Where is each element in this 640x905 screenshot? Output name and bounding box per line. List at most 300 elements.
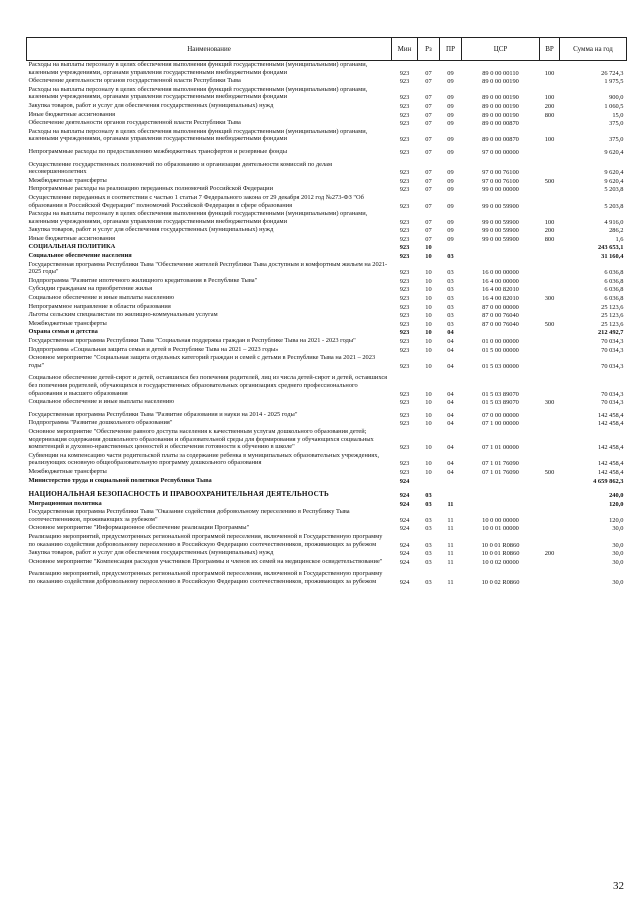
- cell-rz: 10: [425, 390, 432, 398]
- cell-sum: 9 620,4: [604, 169, 624, 177]
- cell-pr: 11: [447, 525, 454, 533]
- cell-sum: 25 123,6: [601, 303, 624, 311]
- cell-pr: 09: [447, 148, 454, 156]
- cell-min: 923: [399, 94, 410, 102]
- cell-sum: 31 160,4: [601, 253, 624, 261]
- cell-csr: 10 0 01 00000: [482, 525, 519, 533]
- cell-csr: 89 0 00 00190: [482, 102, 519, 110]
- cell-min: 923: [399, 399, 410, 407]
- table-row: [27, 61, 627, 78]
- cell-min: 923: [399, 338, 410, 345]
- cell-csr: [462, 243, 540, 252]
- table-row: [27, 144, 627, 157]
- cell-vr: [540, 524, 560, 533]
- cell-min: 924: [399, 525, 410, 533]
- budget-table-sheet: [26, 37, 626, 587]
- cell-sum: 6 036,8: [604, 277, 624, 285]
- cell-sum: 375,0: [609, 120, 624, 128]
- cell-pr: 09: [447, 78, 454, 86]
- cell-min: 924: [399, 516, 410, 524]
- header-pr: ПР: [440, 38, 462, 61]
- cell-vr: 500: [544, 320, 555, 328]
- cell-pr: 11: [447, 579, 454, 587]
- cell-csr: [462, 485, 540, 500]
- cell-csr: 99 0 00 59900: [482, 218, 519, 226]
- table-row: [27, 210, 627, 226]
- cell-name: Непрограммное направление в области образования: [28, 302, 171, 310]
- cell-csr: 07 1 01 00000: [482, 444, 519, 452]
- cell-name: Основное мероприятие "Компенсация расходов участников Программы и членов их семей на медицинское освидетельствование": [28, 557, 383, 565]
- cell-rz: 07: [425, 218, 432, 226]
- cell-csr: 89 0 00 00870: [482, 120, 519, 128]
- cell-rz: 07: [425, 227, 432, 235]
- cell-csr: 10 0 02 R0860: [481, 579, 520, 587]
- cell-csr: 10 0 01 R0860: [481, 541, 520, 549]
- cell-csr: 07 1 00 00000: [482, 420, 519, 428]
- cell-sum: 900,0: [609, 94, 624, 102]
- cell-pr: 03: [447, 303, 454, 311]
- table-row: [27, 419, 627, 428]
- cell-rz: 07: [425, 148, 432, 156]
- cell-csr: 01 5 03 89070: [482, 399, 519, 407]
- cell-min: 923: [399, 346, 410, 354]
- table-row: [27, 252, 627, 261]
- cell-name: Расходы на выплаты персоналу в целях обеспечения выполнения функций государственными (муниципальными) органами, казенными учреждениями, органами управления государственными внебюджетными фондами: [28, 127, 368, 143]
- table-row: [27, 549, 627, 558]
- table-row: [27, 77, 627, 86]
- table-row: [27, 177, 627, 186]
- cell-min: 923: [399, 420, 410, 428]
- cell-sum: 240,0: [609, 492, 624, 500]
- cell-rz: 10: [425, 362, 432, 370]
- cell-vr: [540, 119, 560, 128]
- cell-sum: 30,0: [612, 541, 624, 549]
- cell-rz: 07: [425, 69, 432, 77]
- cell-sum: 142 458,4: [597, 460, 624, 468]
- cell-min: 924: [399, 500, 410, 508]
- cell-vr: [540, 370, 560, 398]
- cell-pr: 04: [447, 390, 454, 398]
- cell-pr: [440, 243, 462, 252]
- cell-pr: 04: [447, 362, 454, 370]
- cell-min: 923: [399, 218, 410, 226]
- cell-rz: 07: [425, 186, 432, 194]
- cell-min: 923: [399, 235, 410, 243]
- cell-pr: 03: [447, 312, 454, 320]
- cell-min: 923: [399, 120, 410, 128]
- cell-min: 923: [399, 69, 410, 77]
- cell-sum: 5 203,8: [604, 202, 624, 210]
- table-row: [27, 485, 627, 500]
- cell-sum: 30,0: [612, 579, 624, 587]
- cell-min: 923: [399, 312, 410, 320]
- cell-sum: 142 458,4: [597, 420, 624, 428]
- cell-rz: 10: [425, 244, 432, 252]
- cell-pr: 04: [447, 346, 454, 354]
- cell-pr: 04: [447, 460, 454, 468]
- cell-name: Межбюджетные трансферты: [28, 319, 107, 327]
- cell-vr: 200: [544, 550, 555, 558]
- page-number: 32: [613, 880, 624, 892]
- cell-vr: [540, 452, 560, 468]
- cell-min: 924: [399, 550, 410, 558]
- cell-vr: [540, 354, 560, 370]
- cell-rz: 07: [425, 78, 432, 86]
- table-row: [27, 370, 627, 398]
- cell-name: Непрограммные расходы по предоставлению межбюджетных трансфертов и резервные фонды: [28, 147, 288, 155]
- cell-pr: 03: [447, 253, 454, 261]
- cell-csr: [462, 500, 540, 509]
- table-row: [27, 102, 627, 111]
- cell-name: Министерство труда и социальной политики Республики Тыва: [28, 476, 212, 484]
- cell-csr: 10 0 00 00000: [482, 516, 519, 524]
- cell-vr: [540, 303, 560, 312]
- cell-rz: 03: [425, 558, 432, 566]
- cell-pr: 03: [447, 277, 454, 285]
- cell-vr: [540, 419, 560, 428]
- cell-sum: 15,0: [612, 111, 624, 119]
- cell-rz: [418, 477, 440, 486]
- cell-sum: 70 034,3: [601, 338, 624, 345]
- cell-rz: 07: [425, 202, 432, 210]
- cell-min: 923: [399, 390, 410, 398]
- cell-min: 924: [399, 579, 410, 587]
- cell-csr: 87 0 00 76040: [482, 320, 519, 328]
- cell-rz: 10: [425, 286, 432, 294]
- header-csr: ЦСР: [462, 38, 540, 61]
- cell-name: Реализацию мероприятий, предусмотренных региональной программой переселения, включенной в Государственную программу по оказанию содействия добровольному переселению в Российскую Федерацию соотечественников, проживающих за рубежом: [28, 533, 383, 548]
- table-row: [27, 566, 627, 586]
- cell-csr: 01 5 03 89070: [482, 390, 519, 398]
- cell-rz: 03: [425, 550, 432, 558]
- cell-name: Государственная программа Республики Тыва "Развитие образования и науки на 2014 - 2025 годы": [28, 410, 298, 418]
- table-row: [27, 277, 627, 286]
- cell-pr: 04: [447, 444, 454, 452]
- cell-vr: [540, 185, 560, 194]
- cell-sum: 120,0: [609, 516, 624, 524]
- table-row: [27, 111, 627, 120]
- cell-name: Государственная программа Республики Тыва "Обеспечение жителей Республики Тыва доступным и комфортным жильем на 2021-2025 годы": [28, 260, 388, 276]
- cell-sum: 6 036,8: [604, 269, 624, 277]
- cell-csr: 99 0 00 59900: [482, 235, 519, 243]
- cell-sum: 5 203,8: [604, 186, 624, 194]
- table-row: [27, 328, 627, 337]
- cell-sum: 286,2: [609, 227, 624, 235]
- table-row: [27, 128, 627, 144]
- cell-name: НАЦИОНАЛЬНАЯ БЕЗОПАСНОСТЬ И ПРАВООХРАНИТЕЛЬНАЯ ДЕЯТЕЛЬНОСТЬ: [28, 490, 329, 499]
- cell-rz: 10: [425, 420, 432, 428]
- cell-min: 923: [399, 329, 410, 337]
- header-name: Наименование: [27, 38, 392, 61]
- table-row: [27, 354, 627, 370]
- cell-min: 923: [399, 286, 410, 294]
- cell-min: 923: [399, 362, 410, 370]
- cell-sum: 6 036,8: [604, 295, 624, 303]
- cell-pr: 03: [447, 320, 454, 328]
- cell-rz: 10: [425, 444, 432, 452]
- cell-name: Подпрограмма «Социальная защита семьи и детей в Республике Тыва на 2021 – 2023 годы»: [28, 345, 279, 353]
- cell-sum: 26 724,3: [601, 69, 624, 77]
- cell-name: Межбюджетные трансферты: [28, 176, 107, 184]
- cell-rz: 03: [425, 579, 432, 587]
- cell-csr: 97 0 00 76100: [482, 177, 519, 185]
- table-row: [27, 235, 627, 244]
- cell-vr: [540, 346, 560, 355]
- cell-csr: 01 0 00 00000: [482, 338, 519, 345]
- table-row: [27, 524, 627, 533]
- cell-csr: 89 0 00 00190: [482, 111, 519, 119]
- cell-name: Льготы сельским специалистам по жилищно-коммунальным услугам: [28, 311, 218, 319]
- cell-name: Субсидии гражданам на приобретение жилья: [28, 285, 153, 293]
- cell-pr: 09: [447, 102, 454, 110]
- cell-rz: 10: [425, 468, 432, 476]
- table-row: [27, 346, 627, 355]
- cell-pr: 09: [447, 69, 454, 77]
- cell-sum: 1 060,5: [604, 102, 624, 110]
- cell-rz: 10: [425, 338, 432, 345]
- table-row: [27, 226, 627, 235]
- table-row: [27, 86, 627, 102]
- cell-name: Обеспечение деятельности органов государственной власти Республики Тыва: [28, 119, 241, 127]
- table-row: [27, 533, 627, 549]
- cell-sum: 4 916,0: [604, 218, 624, 226]
- cell-min: 924: [399, 477, 410, 485]
- cell-csr: 89 0 00 00190: [482, 94, 519, 102]
- cell-rz: 10: [425, 320, 432, 328]
- cell-name: Осуществление переданных в соответствии с частью 1 статьи 7 Федерального закона от 29 декабря 2012 год №273-ФЗ "Об образовании в Российской Федерации" полномочий Российской Федерации в сфере образования: [28, 193, 364, 209]
- cell-vr: 500: [544, 468, 555, 476]
- cell-vr: 500: [544, 177, 555, 185]
- cell-rz: 07: [425, 102, 432, 110]
- cell-rz: 07: [425, 111, 432, 119]
- cell-sum: 30,0: [612, 550, 624, 558]
- cell-vr: [540, 407, 560, 420]
- cell-sum: 142 458,4: [597, 444, 624, 452]
- cell-vr: 100: [544, 94, 555, 102]
- cell-csr: 16 4 00 82010: [482, 286, 519, 294]
- cell-name: СОЦИАЛЬНАЯ ПОЛИТИКА: [28, 243, 116, 251]
- cell-name: Подпрограмма "Развитие дошкольного образования": [28, 419, 173, 427]
- cell-rz: 10: [425, 460, 432, 468]
- cell-csr: 97 0 00 00000: [482, 148, 519, 156]
- cell-vr: [540, 337, 560, 346]
- header-vr: ВР: [540, 38, 560, 61]
- header-rz: Рз: [418, 38, 440, 61]
- cell-sum: 30,0: [612, 525, 624, 533]
- cell-csr: 07 1 01 76090: [482, 460, 519, 468]
- cell-min: 923: [399, 102, 410, 110]
- cell-pr: 09: [447, 136, 454, 144]
- cell-name: Непрограммные расходы на реализацию переданных полномочий Российской Федерации: [28, 185, 274, 193]
- cell-vr: 100: [544, 136, 555, 144]
- cell-pr: 11: [447, 516, 454, 524]
- cell-name: Иные бюджетные ассигнования: [28, 110, 116, 118]
- cell-min: 923: [399, 444, 410, 452]
- table-row: [27, 407, 627, 420]
- cell-pr: 09: [447, 177, 454, 185]
- table-row: [27, 468, 627, 477]
- cell-sum: 1,6: [615, 235, 624, 243]
- cell-vr: [540, 311, 560, 320]
- cell-name: Расходы на выплаты персоналу в целях обеспечения выполнения функций государственными (муниципальными) органами, казенными учреждениями, органами управления государственными внебюджетными фондами: [28, 85, 368, 101]
- cell-name: Реализацию мероприятий, предусмотренных региональной программой переселения, включенной в Государственную программу по оказанию содействия добровольному переселению в Российскую Федерацию соотечественников, проживающих за рубежом: [28, 570, 383, 586]
- cell-csr: 07 1 01 76090: [482, 468, 519, 476]
- cell-csr: 87 0 00 76040: [482, 312, 519, 320]
- cell-csr: 89 0 00 00110: [482, 69, 519, 77]
- cell-sum: 30,0: [612, 558, 624, 566]
- cell-pr: 04: [447, 468, 454, 476]
- cell-rz: 10: [425, 399, 432, 407]
- cell-pr: 09: [447, 186, 454, 194]
- cell-min: 923: [399, 460, 410, 468]
- table-row: [27, 398, 627, 407]
- cell-min: 923: [399, 295, 410, 303]
- cell-rz: 07: [425, 169, 432, 177]
- cell-vr: [540, 261, 560, 277]
- table-row: [27, 508, 627, 524]
- cell-name: Расходы на выплаты персоналу в целях обеспечения выполнения функций государственными (муниципальными) органами, казенными учреждениями, органами управления государственными внебюджетными фондами: [28, 61, 368, 76]
- table-header: [27, 38, 627, 61]
- cell-vr: 800: [544, 235, 555, 243]
- cell-sum: 70 034,3: [601, 390, 624, 398]
- cell-vr: 200: [544, 102, 555, 110]
- cell-csr: 16 0 00 00000: [482, 269, 519, 277]
- cell-rz: 10: [425, 303, 432, 311]
- table-row: [27, 303, 627, 312]
- cell-sum: 4 659 862,3: [593, 477, 624, 485]
- cell-vr: [540, 77, 560, 86]
- cell-pr: 03: [447, 286, 454, 294]
- cell-min: 923: [399, 269, 410, 277]
- cell-min: 923: [399, 169, 410, 177]
- cell-min: 923: [399, 202, 410, 210]
- cell-name: Основное мероприятие "Обеспечение равного доступа населения к качественным услугам дошкольного образования детей; модернизация содержания дошкольного образования и образовательной среды для формирования у обучающихся социальных компетенций и духовно-нравственных ценностей и обеспечения готовности к обучению в школе": [28, 427, 374, 451]
- table-row: [27, 261, 627, 277]
- cell-name: Иные бюджетные ассигнования: [28, 234, 116, 242]
- table-row: [27, 311, 627, 320]
- table-row: [27, 477, 627, 486]
- cell-vr: [540, 277, 560, 286]
- cell-rz: 07: [425, 120, 432, 128]
- cell-pr: 09: [447, 169, 454, 177]
- cell-sum: 70 034,3: [601, 362, 624, 370]
- budget-table: [26, 37, 627, 587]
- cell-name: Осуществление государственных полномочий по образованию и организации деятельности комиссий по делам несовершеннолетних: [28, 160, 333, 176]
- cell-vr: [540, 508, 560, 524]
- cell-rz: 10: [425, 346, 432, 354]
- cell-pr: [440, 485, 462, 500]
- cell-rz: 10: [425, 411, 432, 419]
- cell-pr: [440, 477, 462, 486]
- table-row: [27, 558, 627, 567]
- cell-min: 923: [399, 78, 410, 86]
- cell-min: 923: [399, 177, 410, 185]
- cell-csr: 16 4 00 82010: [482, 295, 519, 303]
- cell-vr: [540, 558, 560, 567]
- table-row: [27, 185, 627, 194]
- cell-sum: 70 034,3: [601, 399, 624, 407]
- cell-vr: [540, 144, 560, 157]
- cell-rz: 10: [425, 329, 432, 337]
- cell-vr: [540, 477, 560, 486]
- cell-sum: 243 653,1: [597, 244, 624, 252]
- cell-name: Субвенции на компенсацию части родительской платы за содержание ребенка в муниципальных образовательных учреждениях, реализующих основную общеобразовательную программу дошкольного образования: [28, 451, 380, 467]
- cell-pr: 04: [447, 411, 454, 419]
- cell-csr: 87 0 00 00000: [482, 303, 519, 311]
- cell-name: Государственная программа Республики Тыва "Оказание содействия добровольному переселению в Республику Тыва соотечественников, проживающих за рубежом": [28, 508, 350, 523]
- cell-vr: [540, 285, 560, 294]
- cell-min: 923: [399, 111, 410, 119]
- cell-name: Расходы на выплаты персоналу в целях обеспечения выполнения функций государственными (муниципальными) органами, казенными учреждениями, органами управления государственными внебюджетными фондами: [28, 210, 368, 225]
- cell-name: Миграционная политика: [28, 499, 102, 507]
- cell-rz: 03: [425, 492, 432, 500]
- cell-min: 923: [399, 136, 410, 144]
- cell-sum: 142 458,4: [597, 468, 624, 476]
- cell-vr: [540, 157, 560, 177]
- cell-rz: 10: [425, 312, 432, 320]
- cell-sum: 25 123,6: [601, 312, 624, 320]
- cell-rz: 10: [425, 253, 432, 261]
- cell-csr: 99 0 00 59900: [482, 227, 519, 235]
- cell-name: Подпрограмма "Развитие ипотечного жилищного кредитования в Республике Тыва": [28, 276, 258, 284]
- table-row: [27, 500, 627, 509]
- cell-min: 923: [399, 277, 410, 285]
- cell-name: Социальное обеспечение и иные выплаты населению: [28, 294, 175, 302]
- cell-min: 923: [399, 148, 410, 156]
- table-row: [27, 294, 627, 303]
- cell-csr: 99 0 00 00000: [482, 186, 519, 194]
- cell-min: 924: [399, 492, 410, 500]
- table-row: [27, 452, 627, 468]
- cell-csr: 01 5 00 00000: [482, 346, 519, 354]
- cell-sum: 6 036,8: [604, 286, 624, 294]
- cell-csr: 10 0 01 R0860: [481, 550, 520, 558]
- table-row: [27, 157, 627, 177]
- cell-rz: 10: [425, 277, 432, 285]
- cell-pr: 04: [447, 420, 454, 428]
- cell-name: Межбюджетные трансферты: [28, 467, 107, 475]
- cell-rz: 03: [425, 525, 432, 533]
- cell-name: Закупка товаров, работ и услуг для обеспечения государственных (муниципальных) нужд: [28, 549, 274, 557]
- cell-rz: 10: [425, 269, 432, 277]
- cell-csr: [462, 252, 540, 261]
- cell-csr: 01 5 03 00000: [482, 362, 519, 370]
- cell-rz: 07: [425, 94, 432, 102]
- cell-pr: 09: [447, 235, 454, 243]
- cell-vr: 800: [544, 111, 555, 119]
- cell-pr: 03: [447, 269, 454, 277]
- table-row: [27, 320, 627, 329]
- cell-name: Социальное обеспечение детей-сирот и детей, оставшихся без попечения родителей, лиц из числа детей-сирот и детей, оставшихся без попечения родителей, обучающихся в государственных образовательных организациях среднего профессионального образования и высшего образования: [28, 374, 388, 397]
- cell-rz: 07: [425, 177, 432, 185]
- cell-csr: 07 0 00 00000: [482, 411, 519, 419]
- cell-vr: [540, 243, 560, 252]
- header-min: Мин: [392, 38, 418, 61]
- cell-pr: 04: [447, 329, 454, 337]
- table-row: [27, 119, 627, 128]
- cell-sum: 25 123,6: [601, 320, 624, 328]
- header-sum: Сумма на год: [560, 38, 627, 61]
- cell-min: 923: [399, 244, 410, 252]
- cell-vr: 100: [544, 218, 555, 226]
- cell-min: 923: [399, 411, 410, 419]
- cell-csr: 16 4 00 00000: [482, 277, 519, 285]
- cell-vr: 300: [544, 399, 555, 407]
- cell-min: 924: [399, 541, 410, 549]
- cell-pr: 09: [447, 111, 454, 119]
- cell-name: Государственная программа Республики Тыва "Социальная поддержка граждан в Республике Тыва на 2021 - 2023 годы": [28, 337, 356, 344]
- cell-vr: 300: [544, 295, 555, 303]
